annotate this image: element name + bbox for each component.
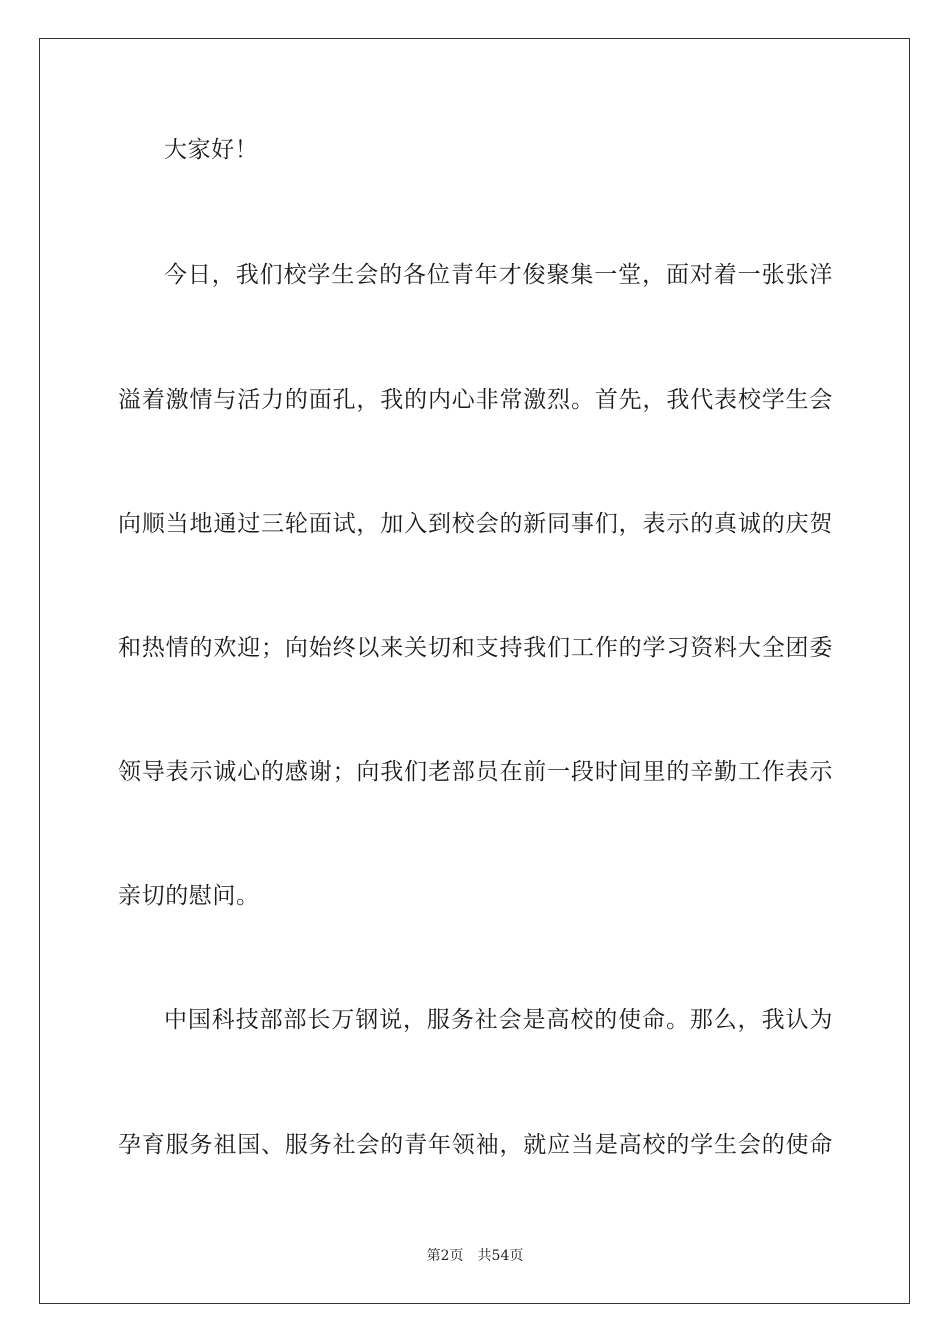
- paragraph-1-line-1: 今日，我们校学生会的各位青年才俊聚集一堂，面对着一张张洋: [164, 262, 833, 288]
- page-total: 共54页: [477, 1248, 524, 1264]
- paragraph-2-line-1: 中国科技部部长万钢说，服务社会是高校的使命。那么，我认为: [164, 1007, 833, 1033]
- paragraph-2-line-2: 孕育服务祖国、服务社会的青年领袖，就应当是高校的学生会的使命: [118, 1132, 833, 1158]
- page-footer: [0, 1246, 950, 1266]
- greeting-line: 大家好！: [164, 137, 259, 163]
- page-number: 第2页: [426, 1248, 464, 1264]
- page-border: [39, 38, 910, 1304]
- paragraph-1-line-4: 和热情的欢迎；向始终以来关切和支持我们工作的学习资料大全团委: [118, 635, 833, 661]
- paragraph-1-line-6: 亲切的慰问。: [118, 883, 260, 909]
- paragraph-1-line-5: 领导表示诚心的感谢；向我们老部员在前一段时间里的辛勤工作表示: [118, 759, 833, 785]
- paragraph-1-line-3: 向顺当地通过三轮面试，加入到校会的新同事们，表示的真诚的庆贺: [118, 511, 833, 537]
- paragraph-1-line-2: 溢着激情与活力的面孔，我的内心非常激烈。首先，我代表校学生会: [118, 387, 833, 413]
